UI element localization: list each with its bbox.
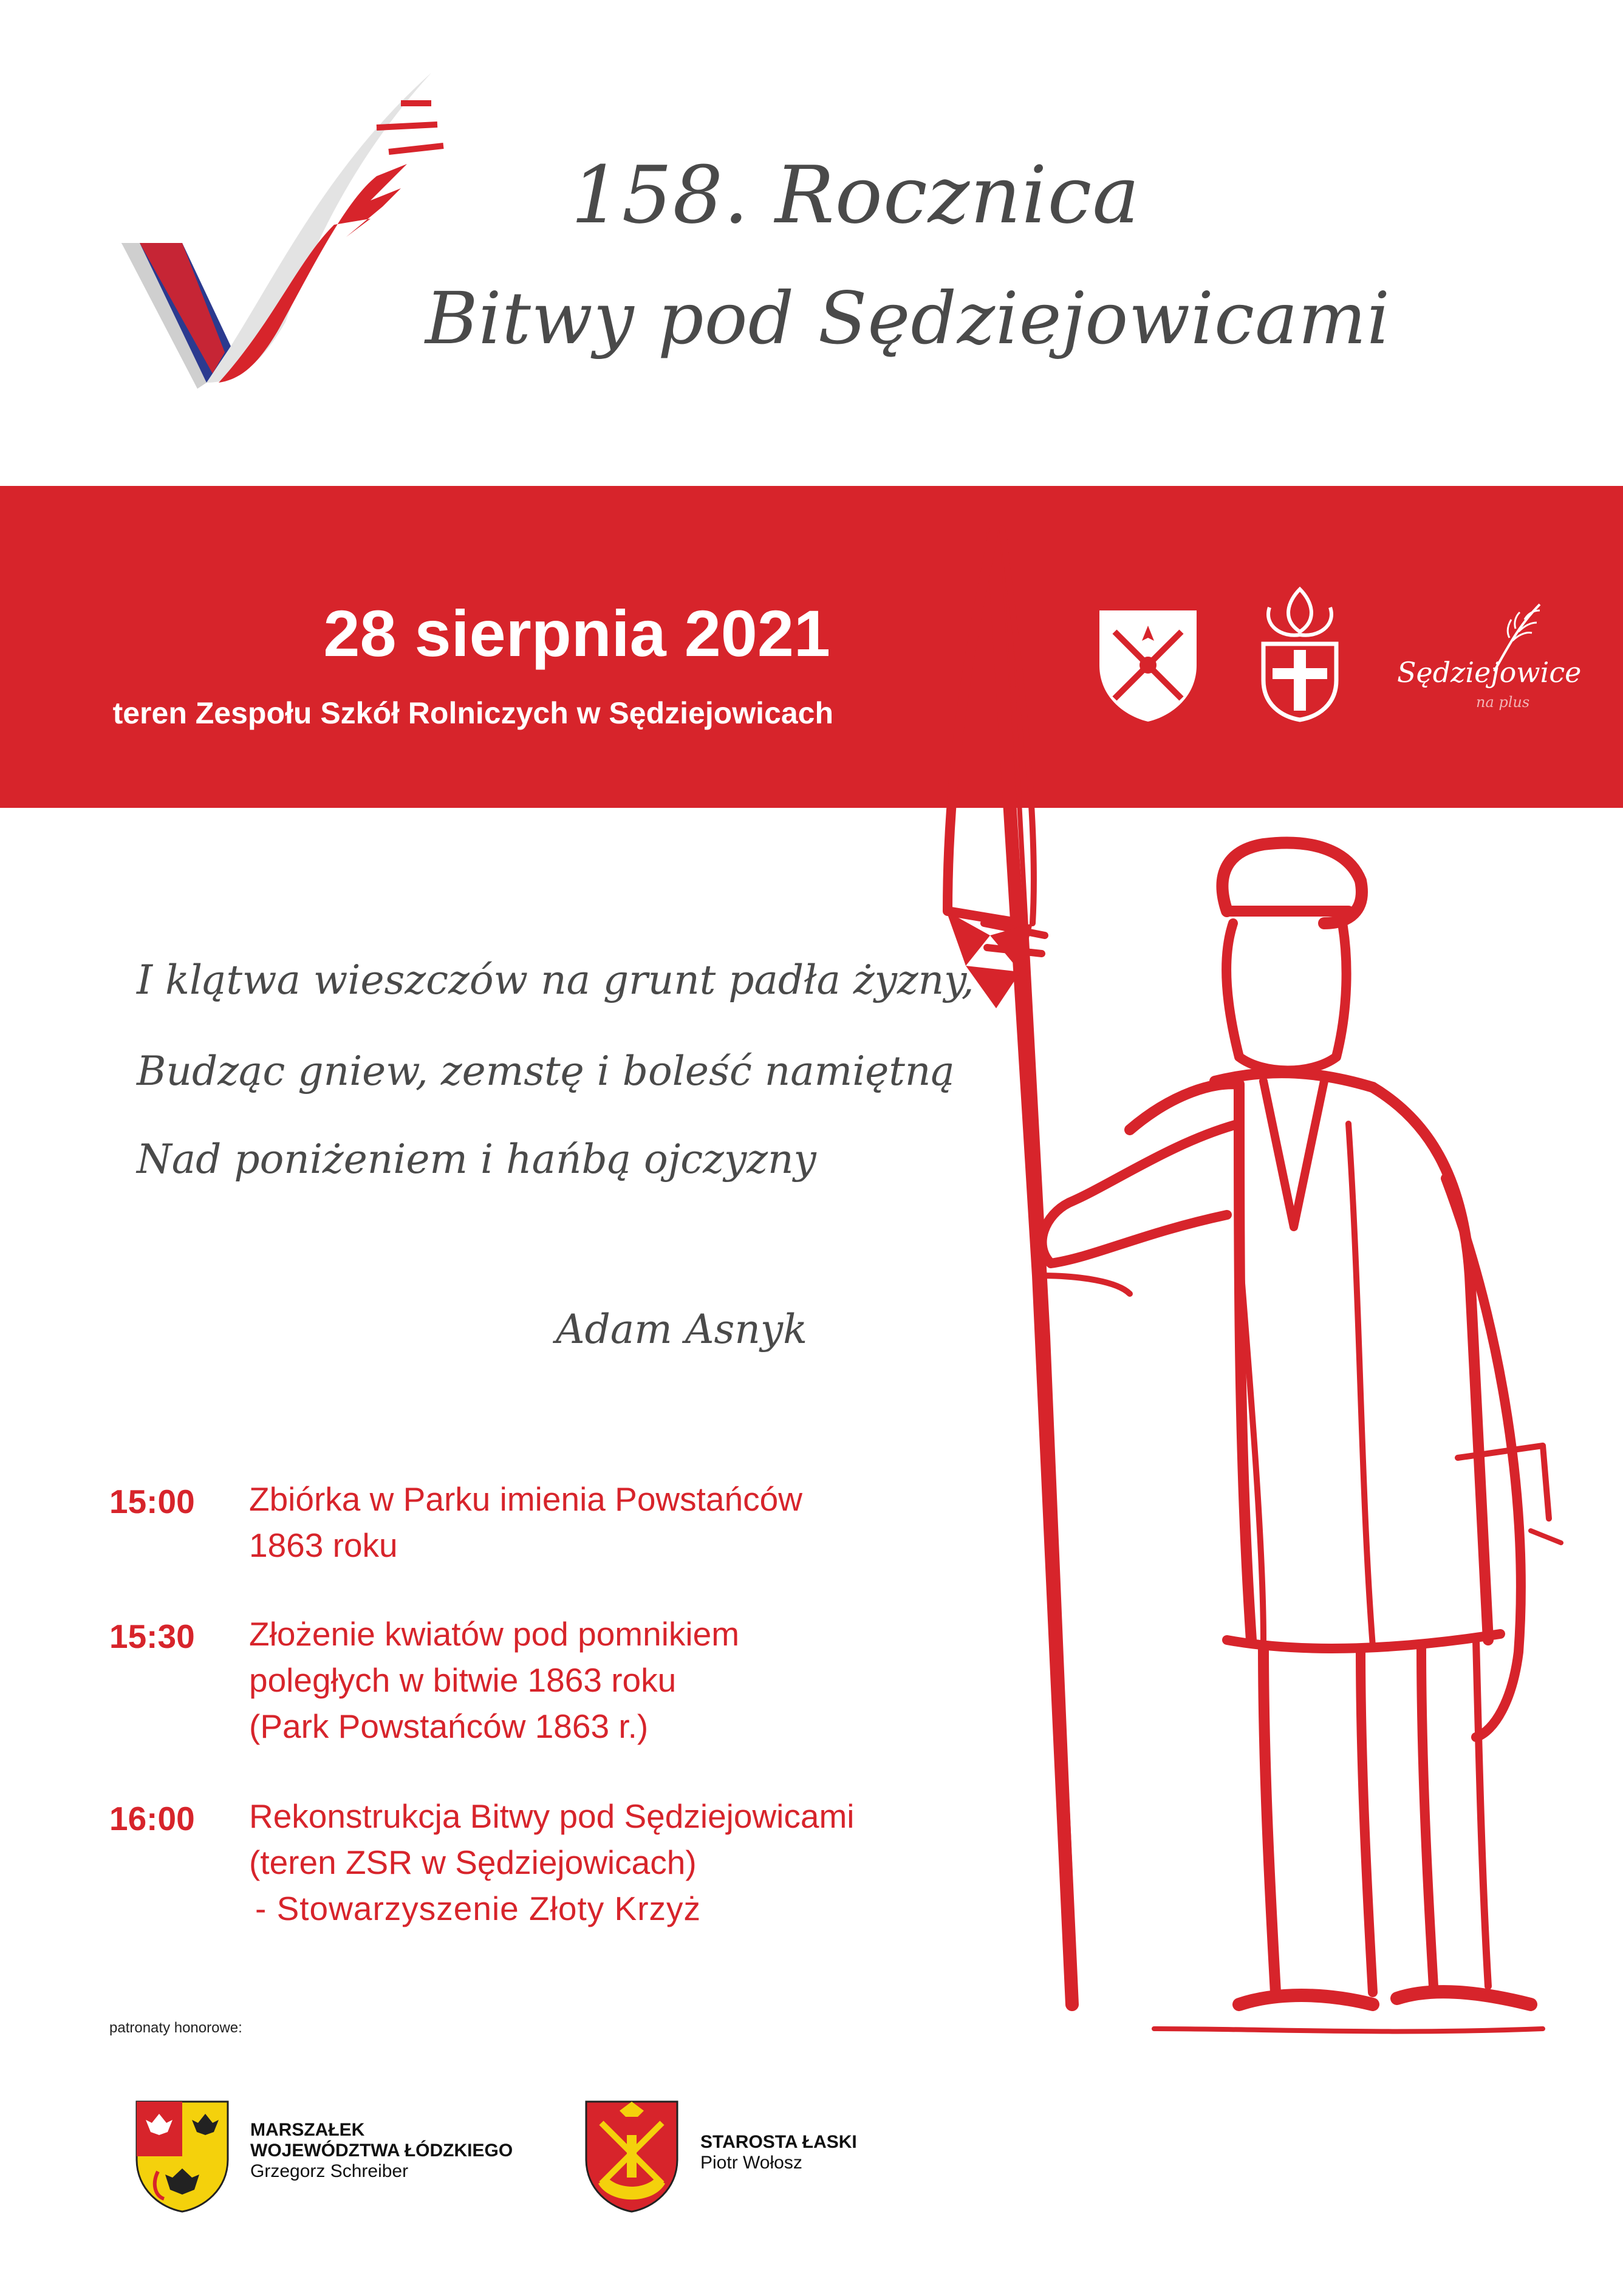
lask-county-coat-of-arms <box>583 2099 680 2214</box>
poem-line-1: I klątwa wieszczów na grunt padła żyzny, <box>137 957 974 1003</box>
schedule-item-1-line-1: Zbiórka w Parku imienia Powstańców <box>249 1480 802 1518</box>
lodzkie-coat-of-arms <box>134 2099 231 2214</box>
title-line-2: Bitwy pod Sędziejowicami <box>425 276 1391 360</box>
patron-2-name: Piotr Wołosz <box>700 2153 802 2173</box>
poem-line-3: Nad poniżeniem i hańbą ojczyzny <box>137 1136 816 1183</box>
patron-1-name: Grzegorz Schreiber <box>250 2161 409 2181</box>
patron-2-title-line-1: STAROSTA ŁASKI <box>700 2132 857 2152</box>
schedule-item-2-line-1: Złożenie kwiatów pod pomnikiem <box>249 1615 740 1653</box>
schedule-time-3: 16:00 <box>109 1800 195 1837</box>
patron-2 <box>700 2132 857 2173</box>
event-date: 28 sierpnia 2021 <box>323 596 830 670</box>
event-venue: teren Zespołu Szkół Rolniczych w Sędziejowicach <box>112 696 833 730</box>
schedule-item-3-line-2: (teren ZSR w Sędziejowicach) <box>249 1843 697 1881</box>
schedule-item-3-line-1: Rekonstrukcja Bitwy pod Sędziejowicami <box>249 1797 855 1835</box>
patron-1-title-line-2: WOJEWÓDZTWA ŁÓDZKIEGO <box>250 2141 513 2161</box>
schedule-item-2 <box>249 1611 739 1749</box>
schedule-item-3-line-3: - Stowarzyszenie Złoty Krzyż <box>255 1890 702 1927</box>
insurgent-illustration <box>899 486 1567 2126</box>
schedule-item-2-line-3: (Park Powstańców 1863 r.) <box>249 1707 649 1745</box>
poem-line-2: Budząc gniew, zemstę i boleść namiętną <box>137 1048 955 1095</box>
poem-author: Adam Asnyk <box>556 1306 808 1353</box>
brand-logo-subtext: na plus <box>1476 694 1530 711</box>
patron-1 <box>250 2120 513 2182</box>
schedule-item-1 <box>249 1476 802 1568</box>
schedule-time-2: 15:30 <box>109 1618 195 1655</box>
brand-logo-text: Sędziejowice <box>1397 656 1582 689</box>
schedule-item-2-line-2: poległych w bitwie 1863 roku <box>249 1661 677 1699</box>
patron-1-title-line-1: MARSZAŁEK <box>250 2120 365 2140</box>
schedule-item-3 <box>249 1793 855 1932</box>
schedule-item-1-line-2: 1863 roku <box>249 1526 398 1564</box>
title-line-1: 158. Rocznica <box>571 149 1140 241</box>
schedule-time-1: 15:00 <box>109 1483 195 1520</box>
patrons-label: patronaty honorowe: <box>109 2020 242 2036</box>
